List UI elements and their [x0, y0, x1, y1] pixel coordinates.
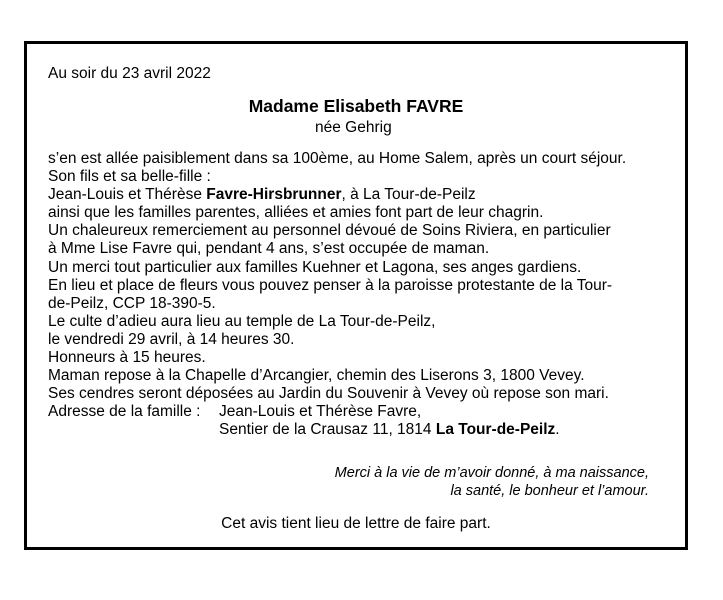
body-line: s’en est allée paisiblement dans sa 100ème, au Home Salem, après un court séjour.: [48, 150, 627, 167]
body-line: à Mme Lise Favre qui, pendant 4 ans, s’est occupée de maman.: [48, 240, 490, 258]
address-period: .: [555, 421, 560, 439]
body-line: Son fils et sa belle-fille :: [48, 168, 211, 186]
family-address: [48, 403, 678, 421]
address-street: Sentier de la Crausaz 11, 1814: [219, 421, 436, 439]
body-line: de-Peilz, CCP 18-390-5.: [48, 294, 216, 312]
body-line: Honneurs à 15 heures.: [48, 349, 206, 367]
body-line: Ses cendres seront déposées au Jardin du Souvenir à Vevey où repose son mari.: [48, 385, 609, 403]
body-line: le vendredi 29 avril, à 14 heures 30.: [48, 330, 295, 348]
quote-line: la santé, le bonheur et l’amour.: [450, 483, 649, 499]
body-text: , à La Tour-de-Peilz: [341, 186, 476, 204]
body-line: [48, 186, 678, 204]
epitaph-quote: [335, 464, 649, 500]
family-name-bold: Favre-Hirsbrunner: [206, 186, 342, 204]
body-line: ainsi que les familles parentes, alliées et amies font part de leur chagrin.: [48, 204, 544, 222]
body-line: Maman repose à la Chapelle d’Arcangier, chemin des Liserons 3, 1800 Vevey.: [48, 367, 585, 385]
body-line: Un chaleureux remerciement au personnel dévoué de Soins Riviera, en particulier: [48, 222, 611, 240]
obituary-frame: [24, 41, 688, 550]
body-line: Le culte d’adieu aura lieu au temple de La Tour-de-Peilz,: [48, 312, 436, 330]
quote-line: Merci à la vie de m’avoir donné, à ma naissance,: [334, 465, 649, 481]
notice-body: [48, 150, 678, 440]
address-town-bold: La Tour-de-Peilz: [435, 421, 556, 439]
deceased-name: Madame Elisabeth FAVRE: [248, 96, 464, 116]
closing-statement: Cet avis tient lieu de lettre de faire part.: [221, 515, 491, 532]
dateline: Au soir du 23 avril 2022: [48, 65, 211, 82]
address-line-2: [48, 421, 678, 439]
body-line: En lieu et place de fleurs vous pouvez penser à la paroisse protestante de la Tour-: [48, 276, 613, 294]
body-line: Un merci tout particulier aux familles Kuehner et Lagona, ses anges gardiens.: [48, 258, 582, 276]
address-line-1: Jean-Louis et Thérèse Favre,: [219, 403, 422, 421]
body-text: Jean-Louis et Thérèse: [48, 186, 207, 204]
address-label: Adresse de la famille :: [48, 403, 201, 421]
maiden-name: née Gehrig: [315, 119, 392, 136]
